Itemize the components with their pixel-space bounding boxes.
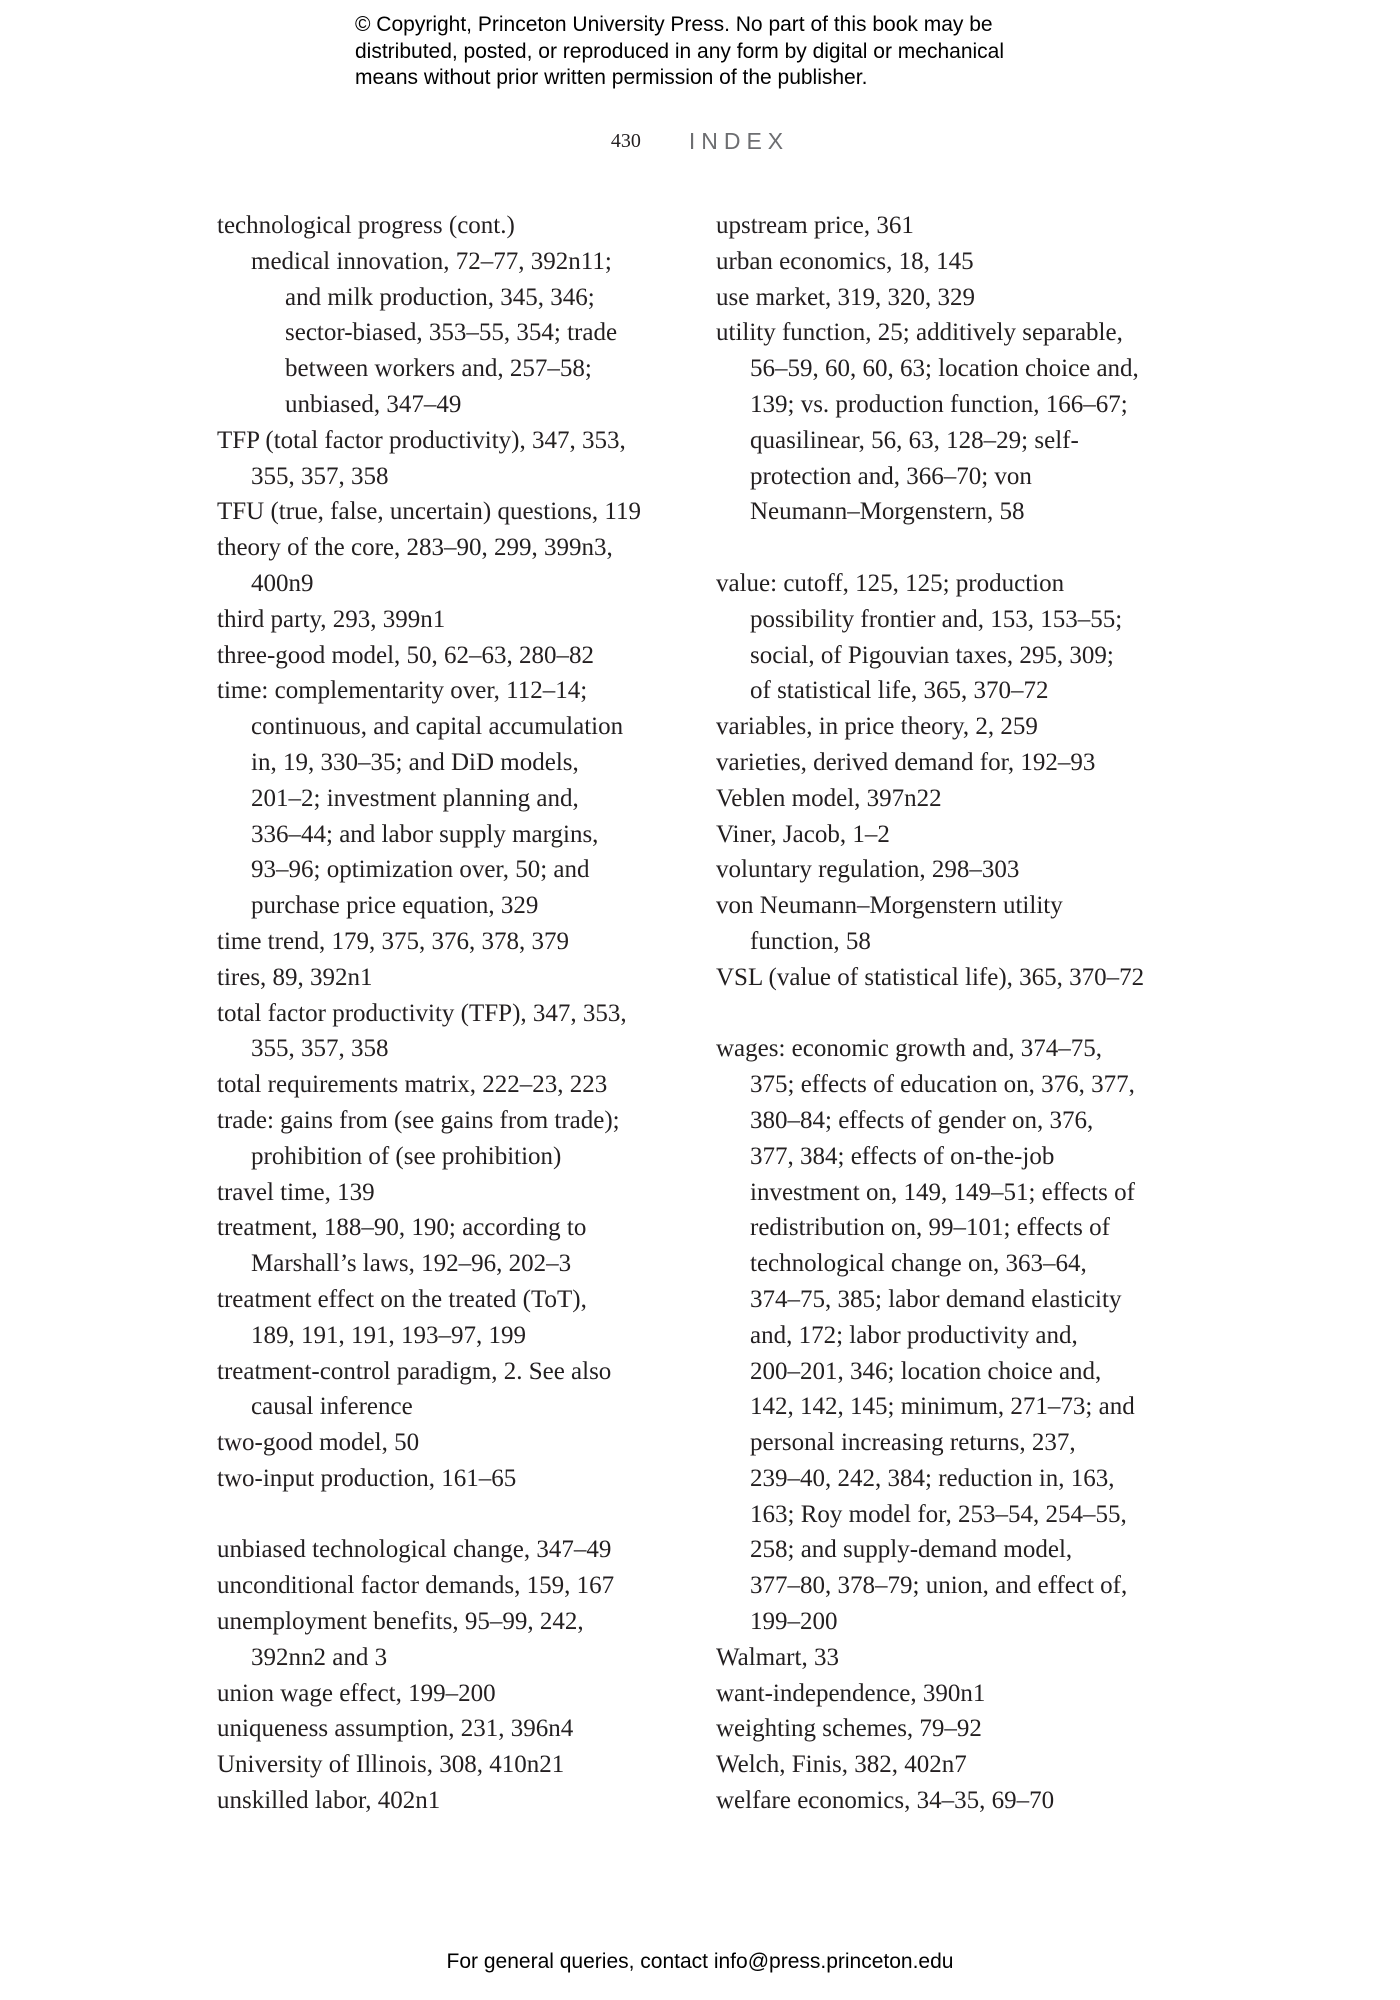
entry-line: 56–59, 60, 60, 63; location choice and, [750, 355, 1139, 383]
index-entry [716, 745, 1216, 781]
entry-line: 377, 384; effects of on-the-job [750, 1142, 1055, 1170]
entry-line: time: complementarity over, 112–14; [217, 677, 588, 705]
entry-line: utility function, 25; additively separable, [716, 319, 1123, 347]
entry-line: 93–96; optimization over, 50; and [251, 856, 590, 884]
index-column-right [716, 208, 1216, 1819]
index-entry [217, 924, 717, 960]
copyright-line: means without prior written permission of the publisher. [355, 66, 868, 89]
index-entry [716, 566, 1216, 709]
entry-line: TFU (true, false, uncertain) questions, 119 [217, 498, 641, 526]
index-entry [217, 1532, 717, 1568]
index-entry [217, 1604, 717, 1676]
index-entry [217, 530, 717, 602]
entry-line: function, 58 [750, 927, 871, 955]
copyright-line: © Copyright, Princeton University Press. No part of this book may be [355, 13, 993, 36]
index-entry [716, 1711, 1216, 1747]
entry-line: total requirements matrix, 222–23, 223 [217, 1071, 608, 1099]
entry-line: 189, 191, 191, 193–97, 199 [251, 1321, 526, 1349]
index-entry [716, 709, 1216, 745]
entry-line: 199–200 [750, 1608, 838, 1636]
entry-line: 336–44; and labor supply margins, [251, 820, 599, 848]
entry-line: theory of the core, 283–90, 299, 399n3, [217, 534, 613, 562]
entry-line: want-independence, 390n1 [716, 1679, 986, 1707]
entry-line: causal inference [251, 1393, 413, 1421]
entry-line: time trend, 179, 375, 376, 378, 379 [217, 927, 570, 955]
entry-line: possibility frontier and, 153, 153–55; [750, 605, 1123, 633]
entry-line: of statistical life, 365, 370–72 [750, 677, 1049, 705]
entry-line: Walmart, 33 [716, 1643, 839, 1671]
entry-line: unbiased technological change, 347–49 [217, 1536, 612, 1564]
entry-line: VSL (value of statistical life), 365, 370–72 [716, 963, 1145, 991]
entry-line: weighting schemes, 79–92 [716, 1715, 982, 1743]
entry-line: 400n9 [251, 569, 314, 597]
entry-line: treatment effect on the treated (ToT), [217, 1285, 587, 1313]
entry-line: upstream price, 361 [716, 212, 914, 239]
entry-line: 142, 142, 145; minimum, 271–73; and [750, 1393, 1135, 1421]
entry-line: wages: economic growth and, 374–75, [716, 1035, 1103, 1063]
entry-line: union wage effect, 199–200 [217, 1679, 496, 1707]
entry-line: uniqueness assumption, 231, 396n4 [217, 1715, 574, 1743]
entry-line: personal increasing returns, 237, [750, 1429, 1076, 1457]
footer-contact: For general queries, contact info@press.princeton.edu [446, 1950, 954, 1973]
entry-line: trade: gains from (see gains from trade); [217, 1106, 620, 1134]
entry-line: 374–75, 385; labor demand elasticity [750, 1285, 1122, 1313]
entry-line: welfare economics, 34–35, 69–70 [716, 1787, 1055, 1815]
entry-line: in, 19, 330–35; and DiD models, [251, 748, 579, 776]
running-head [0, 128, 1400, 155]
entry-line: technological progress (cont.) [217, 212, 515, 239]
entry-line: use market, 319, 320, 329 [716, 283, 975, 311]
index-entry [716, 960, 1216, 996]
index-entry [217, 1067, 717, 1103]
entry-line: technological change on, 363–64, [750, 1250, 1087, 1278]
index-entry [217, 1568, 717, 1604]
entry-line: treatment, 188–90, 190; according to [217, 1214, 587, 1242]
index-entry [217, 423, 717, 495]
entry-line: investment on, 149, 149–51; effects of [750, 1178, 1135, 1206]
entry-line: 239–40, 242, 384; reduction in, 163, [750, 1464, 1115, 1492]
index-entry [716, 781, 1216, 817]
entry-line: unconditional factor demands, 159, 167 [217, 1572, 615, 1600]
entry-line: two-good model, 50 [217, 1429, 420, 1457]
entry-line: TFP (total factor productivity), 347, 353, [217, 426, 626, 454]
entry-line: tires, 89, 392n1 [217, 963, 373, 991]
index-entry [716, 1031, 1216, 1640]
index-entry [716, 817, 1216, 853]
index-entry [217, 1103, 717, 1175]
entry-line: von Neumann–Morgenstern utility [716, 892, 1063, 920]
index-entry [217, 602, 717, 638]
index-entry [217, 960, 717, 996]
entry-line: 258; and supply-demand model, [750, 1536, 1073, 1564]
entry-line: and milk production, 345, 346; [285, 283, 595, 311]
index-entry [217, 494, 717, 530]
entry-line: total factor productivity (TFP), 347, 353, [217, 999, 627, 1027]
entry-line: Veblen model, 397n22 [716, 784, 942, 812]
entry-line: unemployment benefits, 95–99, 242, [217, 1608, 584, 1636]
entry-line: Welch, Finis, 382, 402n7 [716, 1751, 967, 1779]
index-entry [217, 1425, 717, 1461]
entry-line: 355, 357, 358 [251, 462, 389, 490]
index-entry [217, 1175, 717, 1211]
entry-line: 200–201, 346; location choice and, [750, 1357, 1102, 1385]
entry-line: Marshall’s laws, 192–96, 202–3 [251, 1250, 572, 1278]
entry-line: medical innovation, 72–77, 392n11; [251, 247, 612, 275]
entry-line: continuous, and capital accumulation [251, 713, 624, 741]
index-entry [716, 208, 1216, 244]
entry-line: value: cutoff, 125, 125; production [716, 569, 1065, 597]
index-entry [217, 1282, 717, 1354]
entry-line: and, 172; labor productivity and, [750, 1321, 1078, 1349]
entry-line: travel time, 139 [217, 1178, 375, 1206]
index-entry [716, 1747, 1216, 1783]
index-entry [716, 1783, 1216, 1819]
entry-line: 139; vs. production function, 166–67; [750, 390, 1128, 418]
index-entry [217, 208, 717, 244]
entry-line: treatment-control paradigm, 2. See also [217, 1357, 612, 1385]
index-entry [217, 638, 717, 674]
index-entry [217, 1783, 717, 1819]
entry-line: 163; Roy model for, 253–54, 254–55, [750, 1500, 1127, 1528]
index-subentry [217, 244, 717, 423]
entry-line: 375; effects of education on, 376, 377, [750, 1071, 1135, 1099]
index-entry [217, 1676, 717, 1712]
index-entry [217, 1711, 717, 1747]
index-entry [217, 1210, 717, 1282]
entry-line: University of Illinois, 308, 410n21 [217, 1751, 565, 1779]
index-entry [716, 1640, 1216, 1676]
entry-line: variables, in price theory, 2, 259 [716, 713, 1038, 741]
index-entry [716, 852, 1216, 888]
entry-line: varieties, derived demand for, 192–93 [716, 748, 1096, 776]
entry-line: third party, 293, 399n1 [217, 605, 446, 633]
entry-line: two-input production, 161–65 [217, 1464, 517, 1492]
entry-line: Neumann–Morgenstern, 58 [750, 498, 1025, 526]
index-entry [217, 1461, 717, 1497]
entry-line: sector-biased, 353–55, 354; trade [285, 319, 618, 347]
entry-line: unbiased, 347–49 [285, 390, 462, 418]
index-entry [716, 315, 1216, 530]
entry-line: 380–84; effects of gender on, 376, [750, 1106, 1094, 1134]
index-entry [716, 244, 1216, 280]
page-number: 430 [610, 130, 641, 152]
entry-line: protection and, 366–70; von [750, 462, 1032, 490]
entry-line: social, of Pigouvian taxes, 295, 309; [750, 641, 1114, 669]
entry-line: prohibition of (see prohibition) [251, 1142, 562, 1170]
entry-line: 355, 357, 358 [251, 1035, 389, 1063]
index-entry [716, 280, 1216, 316]
entry-line: 377–80, 378–79; union, and effect of, [750, 1572, 1128, 1600]
index-entry [716, 888, 1216, 960]
index-entry [217, 996, 717, 1068]
entry-line: redistribution on, 99–101; effects of [750, 1214, 1110, 1242]
entry-line: quasilinear, 56, 63, 128–29; self- [750, 426, 1079, 454]
copyright-line: distributed, posted, or reproduced in any form by digital or mechanical [355, 39, 1005, 63]
index-column-left [217, 208, 717, 1819]
entry-line: urban economics, 18, 145 [716, 247, 974, 275]
entry-line: three-good model, 50, 62–63, 280–82 [217, 641, 595, 669]
entry-line: 201–2; investment planning and, [251, 784, 579, 812]
entry-line: 392nn2 and 3 [251, 1643, 388, 1671]
entry-line: between workers and, 257–58; [285, 355, 592, 383]
copyright-notice [355, 12, 1115, 92]
index-entry [217, 673, 717, 924]
index-entry [217, 1747, 717, 1783]
entry-line: unskilled labor, 402n1 [217, 1787, 441, 1815]
index-entry [716, 1676, 1216, 1712]
entry-line: Viner, Jacob, 1–2 [716, 820, 890, 848]
section-title: INDEX [688, 128, 790, 154]
entry-line: voluntary regulation, 298–303 [716, 856, 1020, 884]
entry-line: purchase price equation, 329 [251, 892, 539, 920]
index-entry [217, 1354, 717, 1426]
